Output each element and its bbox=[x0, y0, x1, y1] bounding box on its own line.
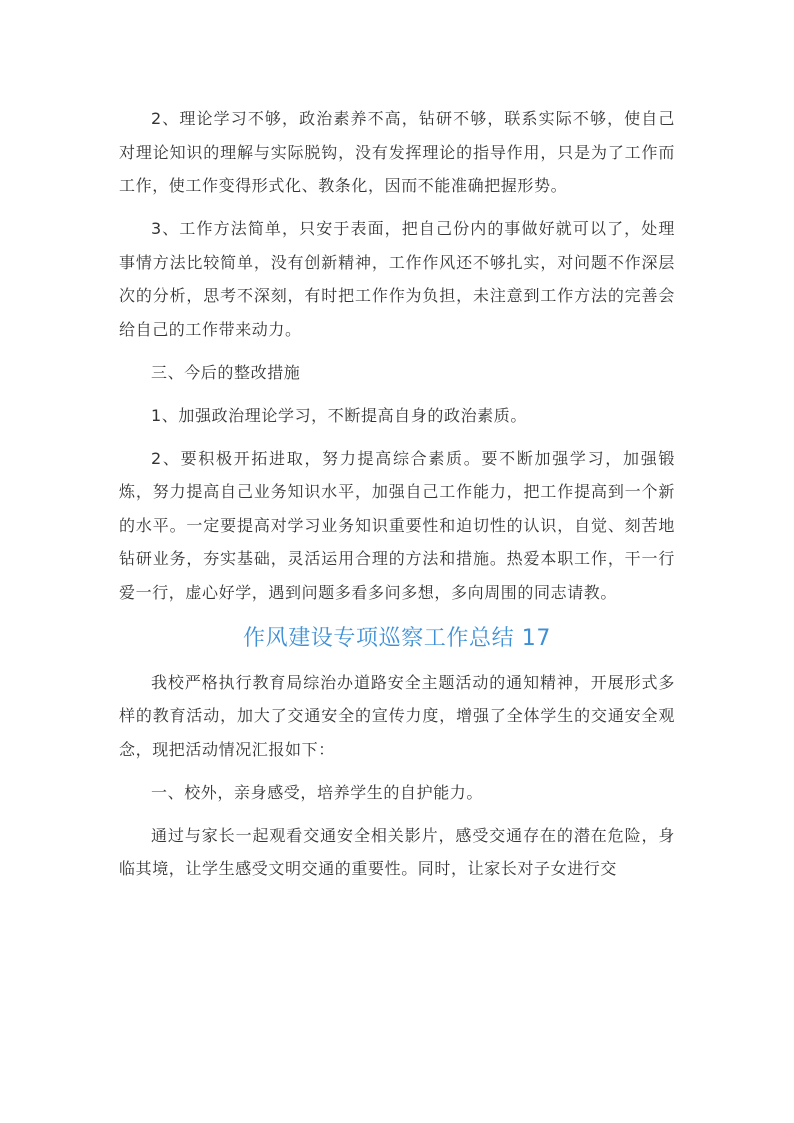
document-page bbox=[119, 102, 675, 895]
paragraph-work-method: 3、工作方法简单，只安于表面，把自己份内的事做好就可以了，处理事情方法比较简单，没有创新精神，工作作风还不够扎实，对问题不作深层次的分析，思考不深刻，有时把工作作为负担，未注意到工作方法的完善会给自己的工作带来动力。 bbox=[119, 219, 675, 339]
paragraph-theory-study: 2、理论学习不够，政治素养不高，钻研不够，联系实际不够，使自己对理论知识的理解与实际脱钩，没有发挥理论的指导作用，只是为了工作而工作，使工作变得形式化、教条化，因而不能准确把握形势。 bbox=[119, 109, 675, 195]
paragraph-off-campus: 一、校外，亲身感受，培养学生的自护能力。 bbox=[151, 782, 484, 802]
section-heading-rectification: 三、今后的整改措施 bbox=[151, 362, 301, 382]
paragraph-intro: 我校严格执行教育局综治办道路安全主题活动的通知精神，开展形式多样的教育活动，加大了交通安全的宣传力度，增强了全体学生的交通安全观念，现把活动情况汇报如下： bbox=[119, 672, 675, 759]
paragraph-traffic-film: 通过与家长一起观看交通安全相关影片，感受交通存在的潜在危险，身临其境，让学生感受文明交通的重要性。同时，让家长对子女进行交 bbox=[119, 825, 675, 878]
article-title: 作风建设专项巡察工作总结 17 bbox=[243, 625, 551, 651]
paragraph-comprehensive-quality: 2、要积极开拓进取，努力提高综合素质。要不断加强学习，加强锻炼，努力提高自己业务知识水平，加强自己工作能力，把工作提高到一个新的水平。一定要提高对学习业务知识重要性和迫切性的认识，自觉、刻苦地钻研业务，夯实基础，灵活运用合理的方法和措施。热爱本职工作，干一行爱一行，虚心好学，遇到问题多看多问多想，多向周围的同志请教。 bbox=[119, 448, 675, 602]
paragraph-political-study: 1、加强政治理论学习，不断提高自身的政治素质。 bbox=[151, 405, 527, 425]
